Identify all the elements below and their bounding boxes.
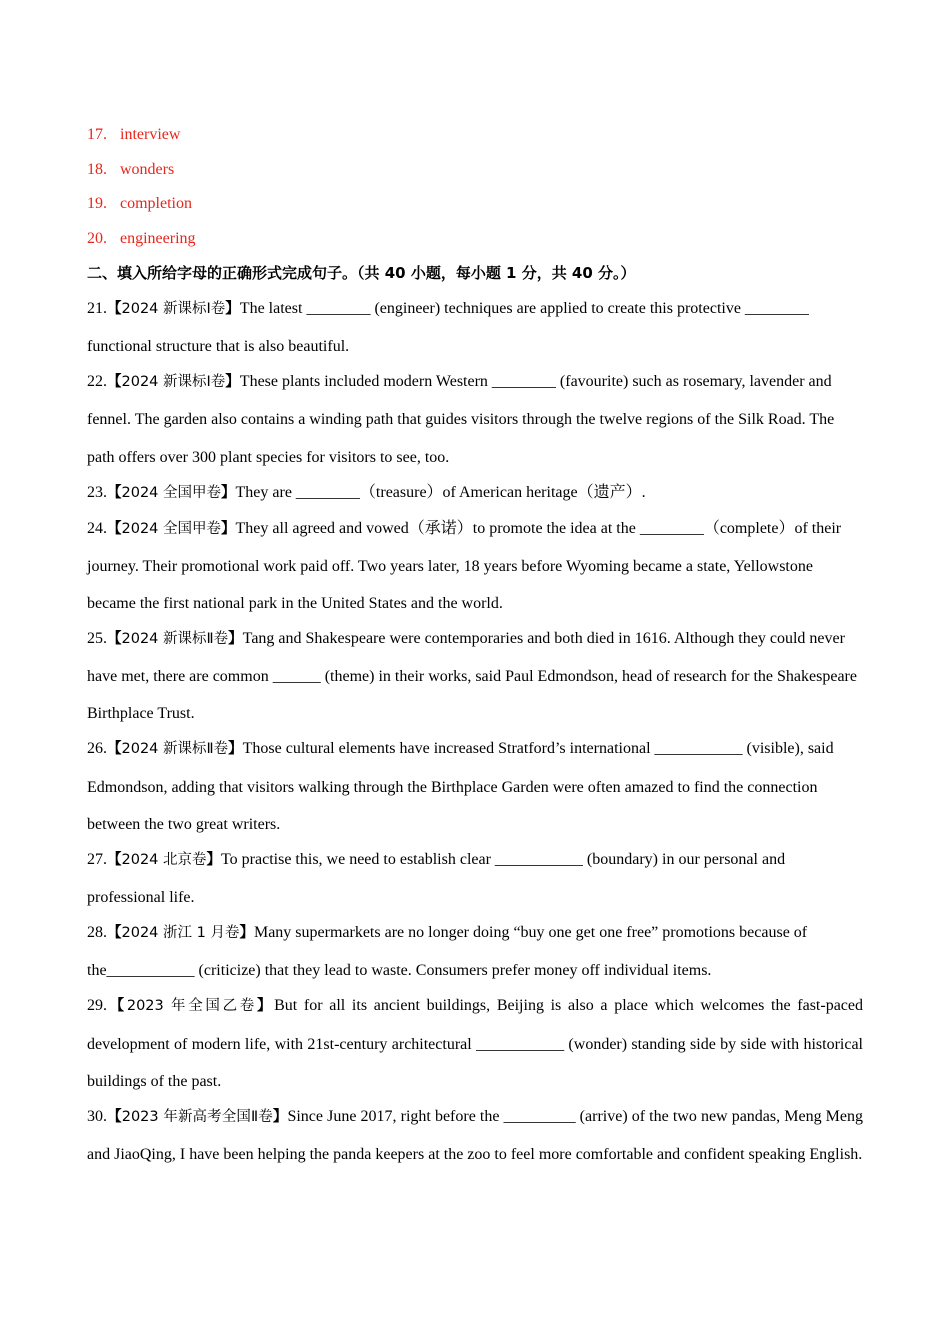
question-text: They are ________（treasure）of American heritage（遗产）. (235, 483, 646, 501)
question-item (87, 363, 863, 476)
answer-item (87, 153, 863, 188)
question-text: Those cultural elements have increased Stratford’s international ___________ (visible), said Edmondson, adding that visitors walking through the Birthplace Garden were often amazed to find the connection between the two great writers. (87, 740, 834, 833)
question-text: But for all its ancient buildings, Beijing is also a place which welcomes the fast-paced development of modern life, with 21st-century architectural ___________ (wonder) standing side by side with historical buildings of the past. (87, 997, 864, 1090)
question-list (87, 290, 863, 1173)
question-text: The latest ________ (engineer) techniques are applied to create this protective ________ functional structure that is also beautiful. (87, 299, 809, 356)
source-tag: 【2024 新课标Ⅰ卷】 (107, 374, 240, 391)
question-text: Tang and Shakespeare were contemporaries and both died in 1616. Although they could never have met, there are common ______ (theme) in their works, said Paul Edmondson, head of research for the Shakespeare Birthplace Trust. (87, 630, 857, 723)
source-tag: 【2024 新课标Ⅱ卷】 (107, 631, 243, 648)
source-tag: 【2023 年新高考全国Ⅱ卷】 (107, 1108, 288, 1125)
answer-item (87, 187, 863, 222)
question-number: 21. (87, 299, 107, 317)
question-number: 28. (87, 924, 107, 942)
answer-item (87, 118, 863, 153)
source-tag: 【2024 北京卷】 (107, 851, 222, 868)
answer-number: 17. (87, 126, 107, 143)
question-item (87, 841, 863, 916)
answer-number: 19. (87, 195, 107, 213)
question-number: 30. (87, 1107, 107, 1125)
source-tag: 【2024 新课标Ⅰ卷】 (107, 300, 240, 317)
answer-text: completion (120, 195, 192, 213)
question-item (87, 290, 863, 365)
question-number: 29. (87, 997, 107, 1015)
source-tag: 【2024 浙江 1 月卷】 (107, 925, 254, 942)
question-item (87, 914, 863, 989)
question-text: Many supermarkets are no longer doing “buy one get one free” promotions because of the___________ (criticize) that they lead to waste. Consumers prefer money off individual items. (87, 924, 808, 980)
question-text: They all agreed and vowed（承诺）to promote the idea at the ________（complete）of their journey. Their promotional work paid off. Two years later, 18 years before Wyoming became a state, Yellowstone became the first national park in the United States and the world. (87, 519, 842, 613)
question-item (87, 987, 863, 1100)
answer-text: interview (120, 126, 181, 143)
question-item (87, 730, 863, 843)
answer-text: wonders (120, 160, 175, 178)
answer-item (87, 222, 863, 257)
source-tag: 【2024 全国甲卷】 (107, 484, 236, 501)
question-item (87, 1098, 863, 1173)
question-number: 24. (87, 519, 107, 537)
source-tag: 【2023 年全国乙卷】 (107, 998, 275, 1015)
document-page (87, 118, 863, 1171)
question-item (87, 620, 863, 733)
question-number: 23. (87, 483, 107, 501)
question-item (87, 474, 863, 512)
source-tag: 【2024 全国甲卷】 (107, 520, 236, 537)
source-tag: 【2024 新课标Ⅱ卷】 (107, 741, 243, 758)
answer-number: 20. (87, 229, 107, 247)
question-text: Since June 2017, right before the _________ (arrive) of the two new pandas, Meng Meng and JiaoQing, I have been helping the panda keepers at the zoo to feel more comfortable and confident speaking English. (87, 1107, 864, 1163)
question-number: 26. (87, 740, 107, 758)
answer-text: engineering (120, 229, 196, 247)
question-text: To practise this, we need to establish clear ___________ (boundary) in our personal and professional life. (87, 850, 786, 907)
question-number: 25. (87, 630, 107, 648)
question-text: These plants included modern Western ________ (favourite) such as rosemary, lavender and fennel. The garden also contains a winding path that guides visitors through the twelve regions of the Silk Road. The path offers over 300 plant species for visitors to see, too. (87, 373, 835, 466)
answer-number: 18. (87, 160, 107, 178)
question-item (87, 510, 863, 623)
section-title: 二、填入所给字母的正确形式完成句子。（共 40 小题，每小题 1 分，共 40 分。） (87, 264, 636, 283)
answer-list (87, 118, 863, 256)
question-number: 27. (87, 850, 107, 868)
question-number: 22. (87, 373, 107, 391)
